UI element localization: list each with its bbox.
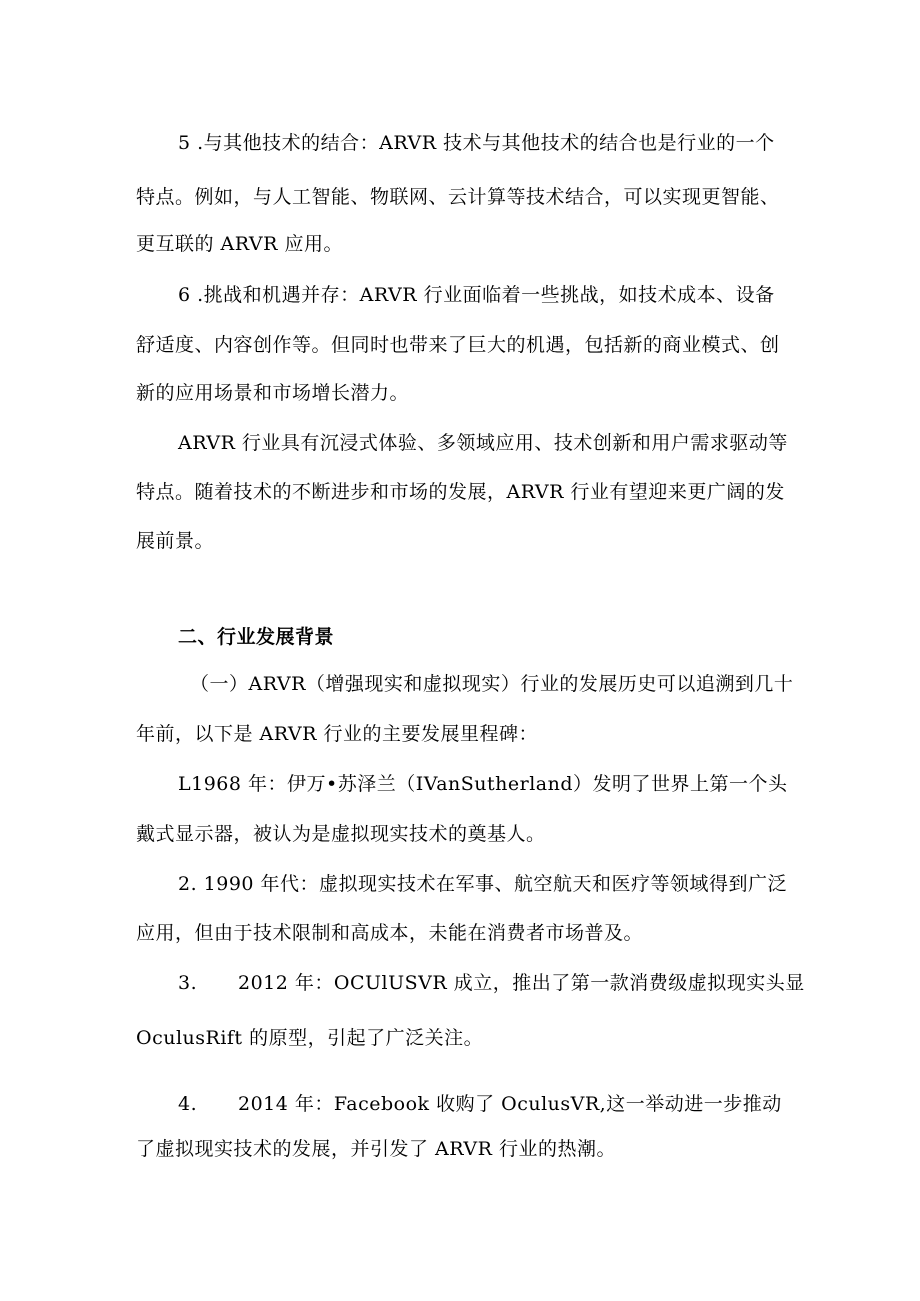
milestone-4-line-1: [178, 1092, 782, 1116]
intro-line-1: （一）ARVR（增强现实和虚拟现实）行业的发展历史可以追溯到几十: [190, 673, 794, 695]
paragraph-5-line-1: 5 .与其他技术的结合：ARVR 技术与其他技术的结合也是行业的一个: [178, 132, 775, 154]
section-heading: 二、行业发展背景: [178, 626, 335, 648]
summary-line-3: 展前景。: [136, 530, 215, 552]
milestone-2-line-2: 应用，但由于技术限制和高成本，未能在消费者市场普及。: [136, 922, 644, 944]
milestone-1-line-1: L1968 年：伊万•苏泽兰（IVanSutherland）发明了世界上第一个头: [178, 773, 788, 795]
summary-line-2: 特点。随着技术的不断进步和市场的发展，ARVR 行业有望迎来更广阔的发: [136, 481, 785, 503]
milestone-4-text: 2014 年：Facebook 收购了 OculusVR,这一举动进一步推动: [238, 1093, 782, 1115]
paragraph-5-line-2: 特点。例如，与人工智能、物联网、云计算等技术结合，可以实现更智能、: [136, 186, 780, 208]
paragraph-6-line-2: 舒适度、内容创作等。但同时也带来了巨大的机遇，包括新的商业模式、创: [136, 334, 780, 356]
milestone-4-number: 4.: [178, 1093, 198, 1115]
milestone-3-line-2: OculusRift 的原型，引起了广泛关注。: [136, 1027, 484, 1049]
milestone-2-line-1: 2. 1990 年代：虚拟现实技术在军事、航空航天和医疗等领域得到广泛: [178, 873, 788, 895]
milestone-4-line-2: 了虚拟现实技术的发展，并引发了 ARVR 行业的热潮。: [136, 1138, 616, 1160]
milestone-3-number: 3.: [178, 972, 198, 994]
paragraph-6-line-1: 6 .挑战和机遇并存：ARVR 行业面临着一些挑战，如技术成本、设备: [178, 284, 775, 306]
milestone-3-text: 2012 年：OCUlUSVR 成立，推出了第一款消费级虚拟现实头显: [238, 972, 805, 994]
milestone-1-line-2: 戴式显示器，被认为是虚拟现实技术的奠基人。: [136, 823, 546, 845]
intro-line-2: 年前，以下是 ARVR 行业的主要发展里程碑：: [136, 723, 538, 745]
paragraph-5-line-3: 更互联的 ARVR 应用。: [136, 233, 343, 255]
paragraph-6-line-3: 新的应用场景和市场增长潜力。: [136, 382, 410, 404]
milestone-3-line-1: [178, 971, 805, 995]
summary-line-1: ARVR 行业具有沉浸式体验、多领域应用、技术创新和用户需求驱动等: [178, 432, 788, 454]
